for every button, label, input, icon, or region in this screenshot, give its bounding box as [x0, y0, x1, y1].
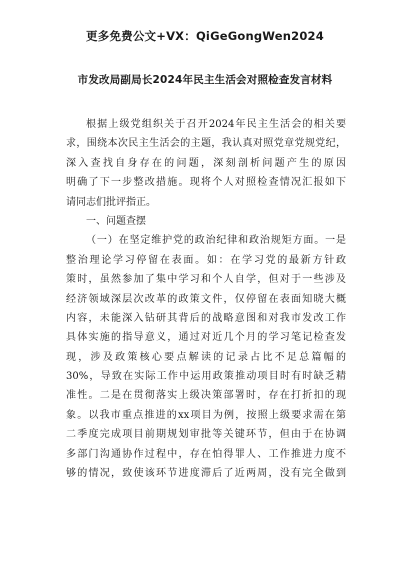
document-title: 市发改局副局长2024年民主生活会对照检查发言材料: [77, 74, 333, 86]
section-line: 多部门沟通协作过程中，存在怕得罪人、工作推进力度不: [66, 448, 346, 460]
section-line: 内容，未能深入钻研其背后的战略意图和对我市发改工作: [66, 312, 346, 324]
intro-line: 求，围绕本次民主生活会的主题，我认真对照党章党规党纪，: [66, 138, 346, 150]
section-line: （一）在坚定维护党的政治纪律和政治规矩方面。一是: [86, 235, 346, 247]
intro-line: 深入查找自身存在的问题，深刻剖析问题产生的原因: [66, 157, 346, 169]
section-line: 经济领域深层次改革的政策文件，仅停留在表面知晓大概: [66, 293, 346, 305]
section-line: 30%，导致在实际工作中运用政策推动项目时有时缺乏精: [66, 371, 346, 383]
section-heading: 一、问题查摆: [86, 215, 146, 227]
section-line: 具体实施的指导意义，通过对近几个月的学习笔记检查发: [66, 332, 346, 344]
section-line: 策时，虽然参加了集中学习和个人自学，但对于一些涉及: [66, 274, 346, 286]
intro-line: 请同志们批评指正。: [66, 196, 156, 208]
document-body: [66, 115, 346, 483]
section-line: 够的情况，致使该环节进度滞后了近两周，没有完全做到: [66, 468, 346, 480]
section-line: 二季度完成项目前期规划审批等关键环节，但由于在协调: [66, 429, 346, 441]
intro-line: 明确了下一步整改措施。现将个人对照检查情况汇报如下: [66, 177, 346, 189]
section-line: 准性。二是在贯彻落实上级决策部署时，存在打折扣的现: [66, 390, 346, 402]
section-line: 象。以我市重点推进的xx项目为例，按照上级要求需在第: [66, 409, 346, 421]
section-line: 整治理论学习停留在表面。如：在学习党的最新方针政: [66, 254, 346, 266]
section-line: 现，涉及政策核心要点解读的记录占比不足总篇幅的: [66, 351, 346, 363]
intro-line: 根据上级党组织关于召开2024年民主生活会的相关要: [86, 119, 346, 130]
header-banner: 更多免费公文+VX：QiGeGongWen2024: [86, 29, 324, 43]
